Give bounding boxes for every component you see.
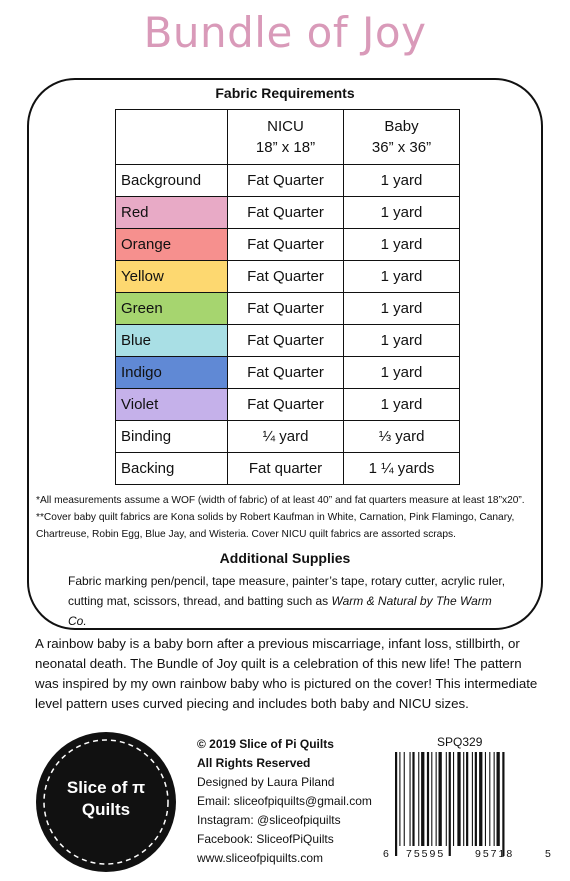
barcode-bar bbox=[453, 752, 454, 846]
table-row bbox=[116, 293, 460, 325]
fabric-label-cell: Backing bbox=[116, 453, 228, 485]
barcode-bar bbox=[497, 752, 500, 846]
nicu-amount-cell: Fat Quarter bbox=[228, 325, 344, 357]
barcode-bar bbox=[472, 752, 473, 846]
barcode-bar bbox=[439, 752, 442, 846]
supplies-text bbox=[68, 571, 508, 631]
barcode-digits-left: 75595 bbox=[406, 848, 446, 860]
nicu-column-header bbox=[228, 110, 344, 165]
barcode-bar bbox=[418, 752, 419, 846]
table-row bbox=[116, 229, 460, 261]
baby-amount-cell: 1 ¼ yards bbox=[344, 453, 460, 485]
barcode-bar bbox=[475, 752, 477, 846]
barcode-bar bbox=[431, 752, 432, 846]
barcode-bar bbox=[502, 752, 504, 856]
website: www.sliceofpiquilts.com bbox=[197, 851, 324, 865]
facebook: Facebook: SliceofPiQuilts bbox=[197, 832, 334, 846]
barcode-bar bbox=[485, 752, 486, 846]
logo-line-2: Quilts bbox=[81, 800, 131, 819]
barcode-bar bbox=[427, 752, 429, 846]
barcode-bar bbox=[412, 752, 414, 846]
baby-size: 36” x 36” bbox=[371, 139, 432, 156]
table-header-row bbox=[116, 110, 460, 165]
nicu-amount-cell: Fat quarter bbox=[228, 453, 344, 485]
barcode-digit-first: 6 bbox=[383, 848, 389, 860]
supplies-list: Fabric marking pen/pencil, tape measure, painter’s tape, rotary cutter, acrylic ruler, cutting mat, scissors, thread, and batting such as bbox=[68, 574, 506, 608]
fabric-label-cell: Indigo bbox=[116, 357, 228, 389]
nicu-size: 18” x 18” bbox=[255, 139, 316, 156]
requirements-heading: Fabric Requirements bbox=[215, 85, 355, 101]
table-row bbox=[116, 165, 460, 197]
barcode-digit-last: 5 bbox=[545, 848, 551, 860]
barcode-bar bbox=[466, 752, 468, 846]
rights: All Rights Reserved bbox=[197, 756, 311, 770]
baby-amount-cell: 1 yard bbox=[344, 261, 460, 293]
note-cover-fabrics: **Cover baby quilt fabrics are Kona solids by Robert Kaufman in White, Carnation, Pink Flamingo, Canary, Chartreuse, Robin Egg, Blue Jay, and Wisteria. Cover NICU quilt fabrics are assorted scraps. bbox=[36, 512, 515, 540]
barcode-bar bbox=[399, 752, 400, 846]
pattern-title: Bundle of Joy bbox=[143, 8, 427, 57]
nicu-amount-cell: Fat Quarter bbox=[228, 165, 344, 197]
fabric-label-cell: Green bbox=[116, 293, 228, 325]
nicu-amount-cell: Fat Quarter bbox=[228, 357, 344, 389]
table-row bbox=[116, 261, 460, 293]
table-corner-cell bbox=[116, 110, 228, 165]
baby-amount-cell: 1 yard bbox=[344, 165, 460, 197]
barcode-bar bbox=[463, 752, 464, 846]
fabric-label-cell: Red bbox=[116, 197, 228, 229]
baby-amount-cell: 1 yard bbox=[344, 357, 460, 389]
fabric-label-cell: Binding bbox=[116, 421, 228, 453]
pattern-description: A rainbow baby is a baby born after a previous miscarriage, infant loss, stillbirth, or neonatal death. The Bundle of Joy quilt is a celebration of this new life! The pattern was inspired by my own rainbow baby who is pictured on the cover! This intermediate level pattern uses curved piecing and includes both baby and NICU sizes. bbox=[35, 636, 538, 711]
fabric-label-cell: Blue bbox=[116, 325, 228, 357]
barcode-bar bbox=[449, 752, 451, 856]
instagram: Instagram: @sliceofpiquilts bbox=[197, 813, 341, 827]
nicu-amount-cell: Fat Quarter bbox=[228, 229, 344, 261]
baby-amount-cell: 1 yard bbox=[344, 229, 460, 261]
baby-amount-cell: 1 yard bbox=[344, 197, 460, 229]
table-row bbox=[116, 453, 460, 485]
fabric-requirements-table bbox=[115, 109, 460, 485]
barcode-bar bbox=[436, 752, 437, 846]
barcode-bar bbox=[489, 752, 490, 846]
supplies-heading: Additional Supplies bbox=[219, 550, 351, 566]
copyright: © 2019 Slice of Pi Quilts bbox=[197, 737, 334, 751]
fabric-label-cell: Background bbox=[116, 165, 228, 197]
requirements-notes bbox=[36, 492, 538, 543]
nicu-label: NICU bbox=[267, 118, 304, 135]
nicu-amount-cell: Fat Quarter bbox=[228, 197, 344, 229]
nicu-amount-cell: Fat Quarter bbox=[228, 293, 344, 325]
fabric-label-cell: Yellow bbox=[116, 261, 228, 293]
logo-line-1: Slice of π bbox=[66, 778, 146, 797]
barcode-bar bbox=[395, 752, 397, 856]
baby-column-header bbox=[344, 110, 460, 165]
sku-code: SPQ329 bbox=[437, 735, 483, 749]
barcode-bar bbox=[457, 752, 460, 846]
fabric-label-cell: Violet bbox=[116, 389, 228, 421]
note-measurements: *All measurements assume a WOF (width of fabric) of at least 40” and fat quarters measure at least 18”x20”. bbox=[36, 495, 525, 506]
baby-amount-cell: 1 yard bbox=[344, 293, 460, 325]
publisher-info bbox=[197, 735, 372, 868]
baby-amount-cell: ⅓ yard bbox=[344, 421, 460, 453]
email: Email: sliceofpiquilts@gmail.com bbox=[197, 794, 372, 808]
table-row bbox=[116, 197, 460, 229]
baby-label: Baby bbox=[384, 118, 419, 135]
barcode-bar bbox=[404, 752, 405, 846]
barcode-bar bbox=[410, 752, 411, 846]
table-row bbox=[116, 325, 460, 357]
barcode-bar bbox=[494, 752, 495, 846]
nicu-amount-cell: Fat Quarter bbox=[228, 261, 344, 293]
baby-amount-cell: 1 yard bbox=[344, 325, 460, 357]
slice-of-pi-logo bbox=[34, 730, 178, 874]
table-row bbox=[116, 357, 460, 389]
barcode-bar bbox=[479, 752, 482, 846]
baby-amount-cell: 1 yard bbox=[344, 389, 460, 421]
fabric-label-cell: Orange bbox=[116, 229, 228, 261]
barcode-bar bbox=[446, 752, 447, 846]
batting-brand: Warm & Natural by The Warm Co. bbox=[68, 594, 492, 628]
barcode-digits-right: 95718 bbox=[475, 848, 515, 860]
table-row bbox=[116, 389, 460, 421]
designer: Designed by Laura Piland bbox=[197, 775, 335, 789]
table-row bbox=[116, 421, 460, 453]
nicu-amount-cell: ¼ yard bbox=[228, 421, 344, 453]
nicu-amount-cell: Fat Quarter bbox=[228, 389, 344, 421]
barcode-bar bbox=[421, 752, 424, 846]
